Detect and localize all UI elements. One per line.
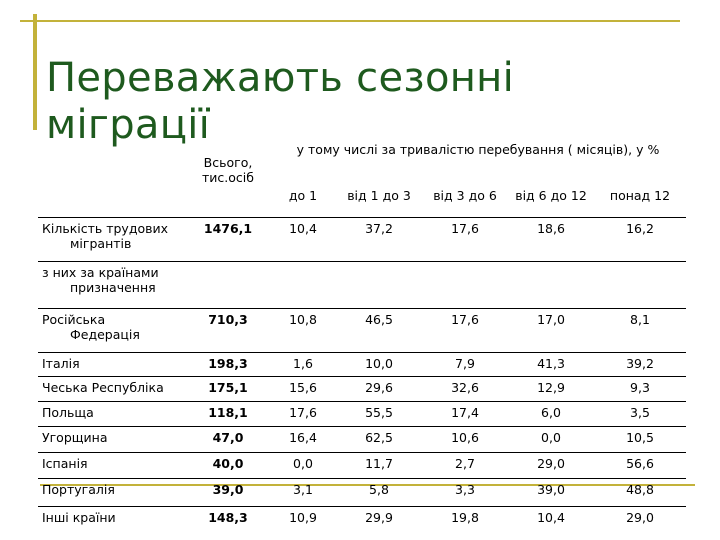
row-value (422, 261, 508, 308)
row-label (38, 217, 186, 261)
row-value: 15,6 (270, 376, 336, 401)
row-value: 10,4 (508, 506, 594, 533)
row-value: 19,8 (422, 506, 508, 533)
row-value: 29,9 (336, 506, 422, 533)
row-label: Іспанія (38, 452, 186, 478)
row-value: 16,4 (270, 426, 336, 452)
header-total: Всього, тис.осіб (202, 155, 254, 186)
row-value: 8,1 (594, 308, 686, 352)
row-value: 56,6 (594, 452, 686, 478)
row-value: 11,7 (336, 452, 422, 478)
row-total: 39,0 (186, 478, 270, 506)
row-value (336, 261, 422, 308)
row-value: 6,0 (508, 401, 594, 426)
row-total: 118,1 (186, 401, 270, 426)
row-total: 40,0 (186, 452, 270, 478)
row-label (38, 261, 186, 308)
title-accent-vertical-line (33, 14, 37, 130)
row-value (594, 261, 686, 308)
row-value: 5,8 (336, 478, 422, 506)
row-value: 1,6 (270, 352, 336, 376)
header-empty-cell (38, 124, 186, 217)
row-value: 39,2 (594, 352, 686, 376)
row-value (270, 261, 336, 308)
table-row (38, 401, 686, 426)
row-value: 55,5 (336, 401, 422, 426)
header-bucket: від 6 до 12 (515, 187, 587, 203)
row-value: 32,6 (422, 376, 508, 401)
row-value: 0,0 (508, 426, 594, 452)
header-bucket: від 1 до 3 (347, 187, 411, 203)
row-label: Угорщина (38, 426, 186, 452)
header-bucket: від 3 до 6 (433, 187, 497, 203)
row-label: Чеська Республіка (38, 376, 186, 401)
row-value: 17,6 (422, 308, 508, 352)
row-value: 10,8 (270, 308, 336, 352)
row-total: 175,1 (186, 376, 270, 401)
row-label: Інші країни (38, 506, 186, 533)
table-row (38, 376, 686, 401)
row-total: 198,3 (186, 352, 270, 376)
table-row (38, 308, 686, 352)
row-label (38, 308, 186, 352)
header-row-1 (38, 124, 686, 174)
row-value: 16,2 (594, 217, 686, 261)
table-row (38, 478, 686, 506)
row-value: 29,0 (508, 452, 594, 478)
header-duration-group: у тому числі за тривалістю перебування ( місяців), у % (296, 141, 660, 157)
slide-title: Переважають сезонні міграції (46, 54, 515, 148)
row-value: 10,5 (594, 426, 686, 452)
row-value: 7,9 (422, 352, 508, 376)
header-bucket: до 1 (288, 187, 318, 203)
row-label-line: з них за країнами (42, 264, 159, 280)
row-value: 9,3 (594, 376, 686, 401)
row-total (186, 261, 270, 308)
row-value: 41,3 (508, 352, 594, 376)
row-total: 148,3 (186, 506, 270, 533)
row-label-line: Кількість трудових (42, 220, 169, 236)
row-value: 17,4 (422, 401, 508, 426)
row-label: Польща (38, 401, 186, 426)
row-value: 12,9 (508, 376, 594, 401)
row-value: 17,6 (270, 401, 336, 426)
row-label-line: призначення (70, 279, 156, 295)
row-value: 18,6 (508, 217, 594, 261)
title-accent-horizontal-line (20, 20, 680, 22)
table-row (38, 352, 686, 376)
row-total: 710,3 (186, 308, 270, 352)
row-label-line: мігрантів (70, 235, 132, 251)
row-label-line: Федерація (70, 326, 140, 342)
row-value: 48,8 (594, 478, 686, 506)
row-value: 10,0 (336, 352, 422, 376)
row-total: 1476,1 (186, 217, 270, 261)
row-value: 37,2 (336, 217, 422, 261)
row-value: 3,1 (270, 478, 336, 506)
row-label: Італія (38, 352, 186, 376)
row-value: 10,4 (270, 217, 336, 261)
row-value: 17,0 (508, 308, 594, 352)
table-row (38, 426, 686, 452)
row-value: 0,0 (270, 452, 336, 478)
row-value: 10,9 (270, 506, 336, 533)
migration-table (38, 124, 686, 533)
table-row (38, 452, 686, 478)
table-row (38, 261, 686, 308)
row-value: 29,0 (594, 506, 686, 533)
table-row (38, 506, 686, 533)
row-value: 10,6 (422, 426, 508, 452)
row-value: 46,5 (336, 308, 422, 352)
row-value: 3,5 (594, 401, 686, 426)
row-value: 39,0 (508, 478, 594, 506)
row-label-line: Російська (42, 311, 106, 327)
row-total: 47,0 (186, 426, 270, 452)
row-value: 17,6 (422, 217, 508, 261)
row-value: 3,3 (422, 478, 508, 506)
header-bucket: понад 12 (609, 187, 671, 203)
table-row (38, 217, 686, 261)
row-value: 29,6 (336, 376, 422, 401)
row-value: 2,7 (422, 452, 508, 478)
row-label: Португалія (38, 478, 186, 506)
row-value: 62,5 (336, 426, 422, 452)
row-value (508, 261, 594, 308)
